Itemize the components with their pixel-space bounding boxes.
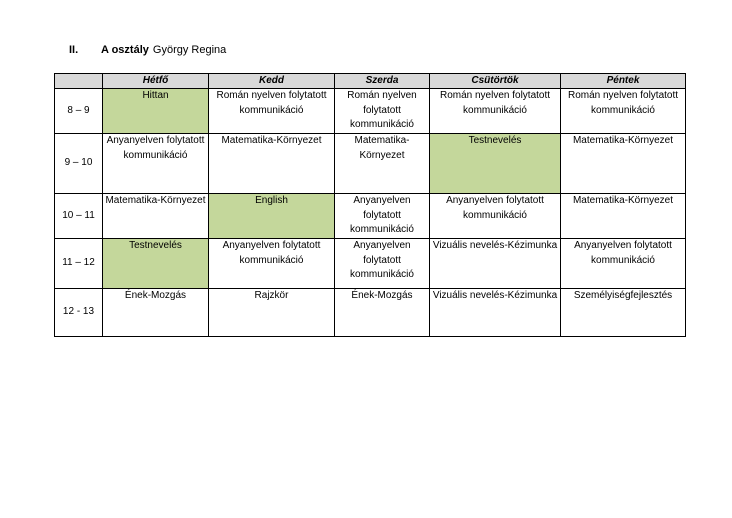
lesson-cell: Ének-Mozgás (335, 289, 430, 337)
lesson-cell: Matematika-Környezet (335, 134, 430, 194)
lesson-cell: Matematika-Környezet (103, 194, 209, 239)
class-roman-numeral: II. (69, 44, 79, 56)
lesson-cell: Matematika-Környezet (561, 134, 686, 194)
table-row (55, 239, 686, 289)
class-label: A osztály (101, 44, 149, 56)
table-row (55, 194, 686, 239)
time-slot: 11 – 12 (55, 239, 103, 289)
lesson-cell: English (209, 194, 335, 239)
lesson-cell: Anyanyelven folytatott kommunikáció (209, 239, 335, 289)
header-day: Szerda (335, 74, 430, 89)
time-slot: 12 - 13 (55, 289, 103, 337)
header-day: Hétfő (103, 74, 209, 89)
lesson-cell: Hittan (103, 89, 209, 134)
lesson-cell: Matematika-Környezet (561, 194, 686, 239)
header-day: Csütörtök (430, 74, 561, 89)
header-day: Kedd (209, 74, 335, 89)
lesson-cell: Ének-Mozgás (103, 289, 209, 337)
table-row (55, 134, 686, 194)
lesson-cell: Rajzkör (209, 289, 335, 337)
time-slot: 9 – 10 (55, 134, 103, 194)
lesson-cell: Vizuális nevelés-Kézimunka (430, 289, 561, 337)
lesson-cell: Román nyelven folytatott kommunikáció (561, 89, 686, 134)
teacher-name: György Regina (152, 44, 227, 56)
timetable (54, 73, 686, 337)
lesson-cell: Anyanyelven folytatott kommunikáció (335, 239, 430, 289)
lesson-cell: Anyanyelven folytatott kommunikáció (335, 194, 430, 239)
lesson-cell: Személyiségfejlesztés (561, 289, 686, 337)
time-slot: 8 – 9 (55, 89, 103, 134)
schedule-heading (69, 44, 226, 56)
lesson-cell: Matematika-Környezet (209, 134, 335, 194)
timetable-header-row (55, 74, 686, 89)
header-day: Péntek (561, 74, 686, 89)
lesson-cell: Román nyelven folytatott kommunikáció (430, 89, 561, 134)
lesson-cell: Anyanyelven folytatott kommunikáció (561, 239, 686, 289)
table-row (55, 89, 686, 134)
lesson-cell: Testnevelés (103, 239, 209, 289)
lesson-cell: Anyanyelven folytatott kommunikáció (103, 134, 209, 194)
lesson-cell: Román nyelven folytatott kommunikáció (209, 89, 335, 134)
lesson-cell: Anyanyelven folytatott kommunikáció (430, 194, 561, 239)
table-row (55, 289, 686, 337)
time-slot: 10 – 11 (55, 194, 103, 239)
lesson-cell: Testnevelés (430, 134, 561, 194)
lesson-cell: Román nyelven folytatott kommunikáció (335, 89, 430, 134)
header-time (55, 74, 103, 89)
lesson-cell: Vizuális nevelés-Kézimunka (430, 239, 561, 289)
